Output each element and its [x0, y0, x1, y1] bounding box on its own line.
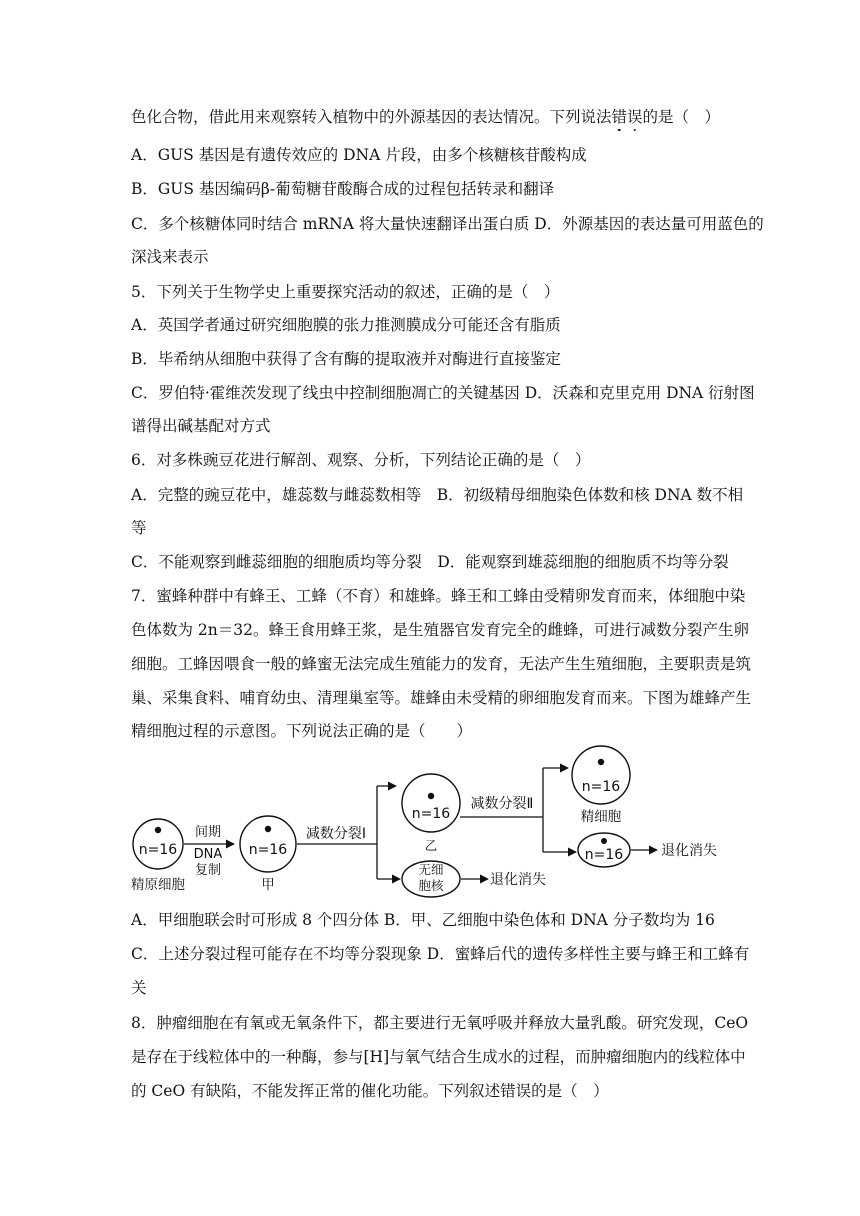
- meiosis-1-label: 减数分裂Ⅰ: [305, 826, 367, 842]
- q6-option-ab: A．完整的豌豆花中，雄蕊数与雌蕊数相等 B．初级精母细胞染色体数和核 DNA 数不相: [131, 486, 744, 504]
- q6-option-ab-cont: 等: [131, 519, 147, 537]
- q5-stem: 5．下列关于生物学史上重要探究活动的叙述，正确的是（ ）: [131, 283, 560, 301]
- cell-jia-label: 甲: [261, 877, 275, 893]
- chromosome-count: n=16: [248, 842, 288, 858]
- q8-stem-line2: 是存在于线粒体中的一种酶，参与[H]与氧气结合生成水的过程，而肿瘤细胞内的线粒体中: [131, 1048, 746, 1066]
- q5-option-cd: C．罗伯特·霍维茨发现了线虫中控制细胞凋亡的关键基因 D．沃森和克里克用 DNA 衍射图: [131, 384, 755, 402]
- intro-text-end: 的是（ ）: [642, 108, 721, 126]
- q7-stem-line2: 色体数为 2n＝32。蜂王食用蜂王浆，是生殖器官发育完全的雌蜂，可进行减数分裂产生卵: [131, 621, 749, 639]
- q7-stem-line4: 巢、采集食料、哺育幼虫、清理巢室等。雄蜂由未受精的卵细胞发育而来。下图为雄蜂产生: [131, 689, 752, 707]
- spermatogonium-cell: [133, 819, 183, 869]
- spermatogenesis-diagram: [128, 740, 748, 900]
- q7-option-ab: A．甲细胞联会时可形成 8 个四分体 B．甲、乙细胞中染色体和 DNA 分子数均为 16: [131, 911, 715, 929]
- no-nucleus-cell: [402, 861, 460, 897]
- q7-option-cd: C．上述分裂过程可能存在不均等分裂现象 D．蜜蜂后代的遗传多样性主要与蜂王和工蜂有: [131, 945, 750, 963]
- q4-option-b: B．GUS 基因编码β-葡萄糖苷酸酶合成的过程包括转录和翻译: [131, 180, 555, 198]
- dna-label: DNA: [193, 847, 223, 862]
- q6-option-cd: C．不能观察到雌蕊细胞的细胞质均等分裂 D．能观察到雄蕊细胞的细胞质不均等分裂: [131, 553, 729, 571]
- chromosome-count: n=16: [584, 847, 624, 863]
- emphasis-char: 错: [611, 108, 628, 126]
- chromosome-count: n=16: [138, 842, 178, 858]
- cell-jia: [240, 816, 296, 872]
- spermatogonium-label: 精原细胞: [131, 877, 185, 893]
- q8-stem-line1: 8．肿瘤细胞在有氧或无氧条件下，都主要进行无氧呼吸并释放大量乳酸。研究发现，CeO: [131, 1014, 749, 1032]
- q4-option-a: A．GUS 基因是有遗传效应的 DNA 片段，由多个核糖核苷酸构成: [131, 146, 587, 164]
- cell-yi: [402, 774, 460, 832]
- meiosis-2-label: 减数分裂Ⅱ: [470, 796, 534, 812]
- chromosome-count: n=16: [411, 806, 451, 822]
- q8-stem-line3: 的 CeO 有缺陷，不能发挥正常的催化功能。下列叙述错误的是（ ）: [131, 1082, 609, 1100]
- sperm-cell: [572, 746, 630, 804]
- degenerate-label: 退化消失: [661, 843, 717, 859]
- q5-option-b: B．毕希纳从细胞中获得了含有酶的提取液并对酶进行直接鉴定: [131, 350, 561, 368]
- q4-option-cd: C．多个核糖体同时结合 mRNA 将大量快速翻译出蛋白质 D．外源基因的表达量可用蓝色的: [131, 215, 764, 233]
- cell-yi-label: 乙: [424, 838, 438, 853]
- intro-line: [131, 106, 720, 128]
- q5-option-cd-cont: 谱得出碱基配对方式: [131, 417, 271, 435]
- no-nucleus-label: 无细: [418, 862, 444, 877]
- q6-stem: 6．对多株豌豆花进行解剖、观察、分析，下列结论正确的是（ ）: [131, 451, 591, 469]
- q5-option-a: A．英国学者通过研究细胞膜的张力推测膜成分可能还含有脂质: [131, 316, 561, 334]
- q4-option-cd-cont: 深浅来表示: [131, 248, 209, 266]
- q7-stem-line3: 细胞。工蜂因喂食一般的蜂蜜无法完成生殖能力的发育，无法产生生殖细胞，主要职责是筑: [131, 655, 752, 673]
- replication-label: 复制: [194, 863, 222, 878]
- q7-stem-line1: 7．蜜蜂种群中有蜂王、工蜂（不育）和雄蜂。蜂王和工蜂由受精卵发育而来，体细胞中染: [131, 587, 746, 605]
- small-cell: [578, 833, 630, 867]
- intro-text: 色化合物，借此用来观察转入植物中的外源基因的表达情况。下列说法: [131, 108, 612, 126]
- no-nucleus-label: 胞核: [418, 878, 444, 893]
- sperm-label: 精细胞: [580, 809, 622, 825]
- q7-option-cd-cont: 关: [131, 979, 147, 997]
- degenerate-label: 退化消失: [490, 872, 546, 888]
- interphase-label: 间期: [194, 825, 222, 840]
- q7-stem-line5: 精细胞过程的示意图。下列说法正确的是（ ）: [131, 722, 473, 740]
- emphasis-char: 误: [627, 108, 643, 126]
- chromosome-count: n=16: [581, 779, 621, 795]
